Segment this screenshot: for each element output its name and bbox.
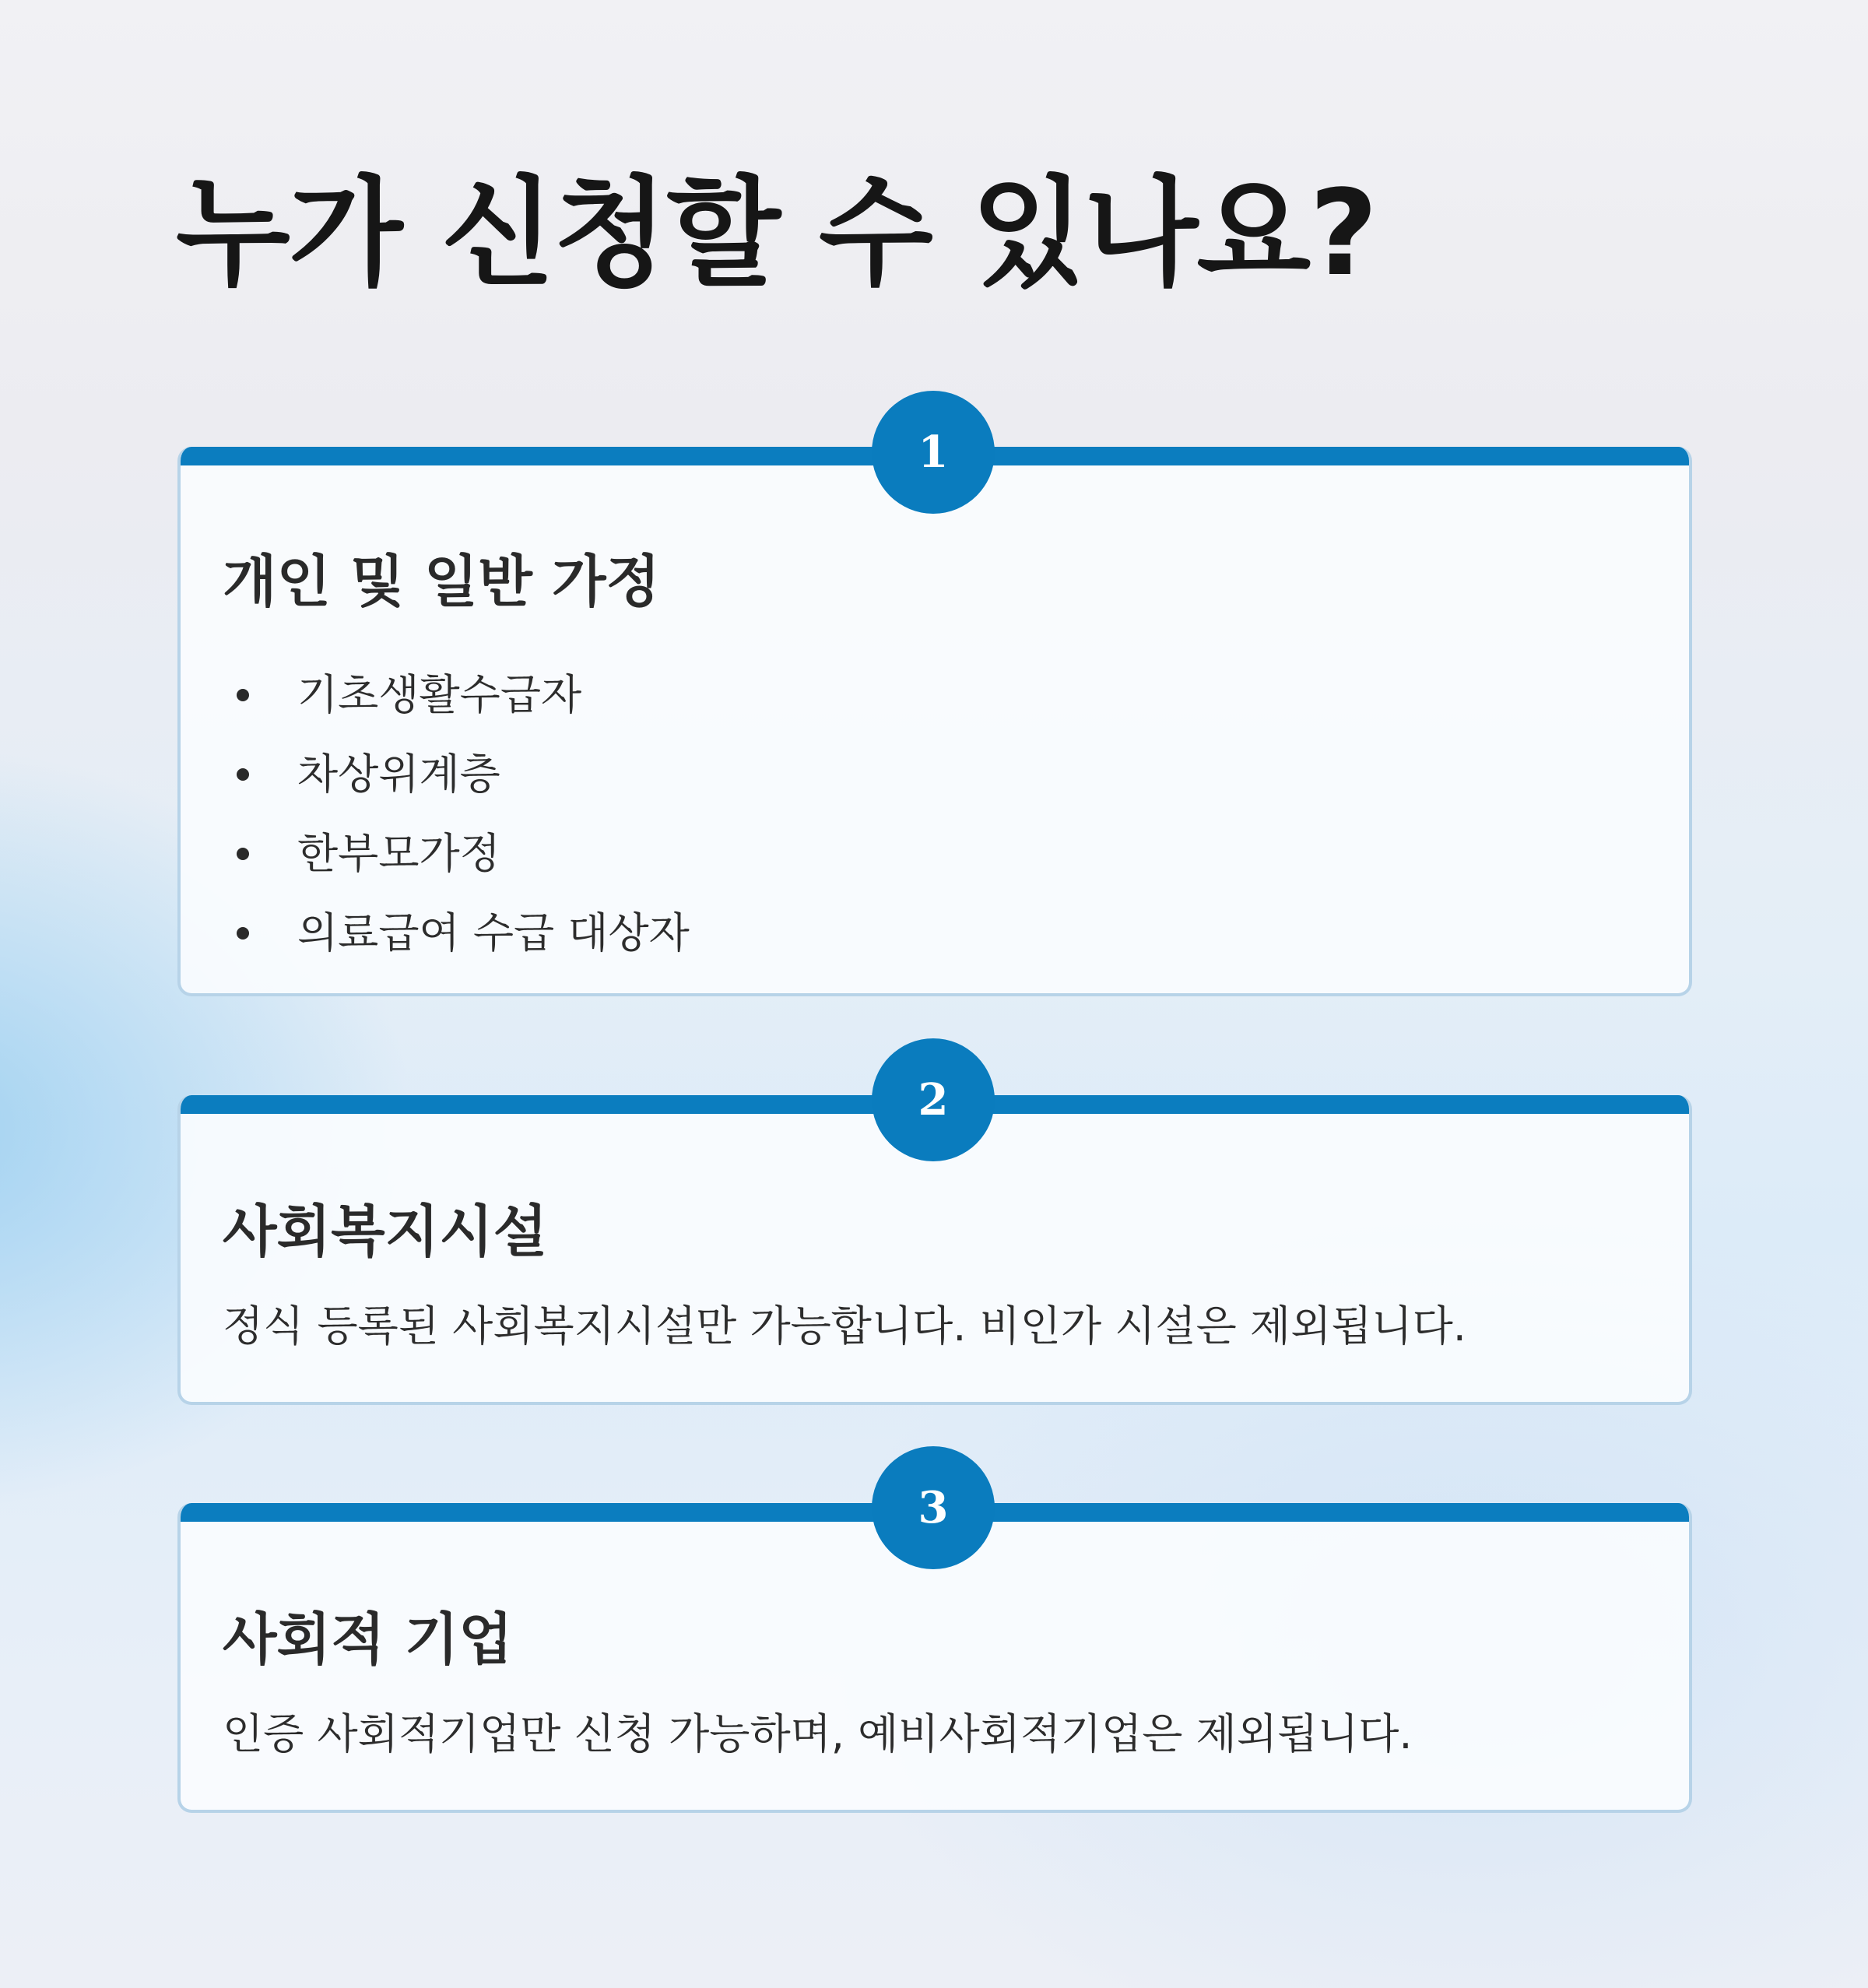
page-title: 누가 신청할 수 있나요? — [176, 164, 1377, 302]
step-number-badge-3: 3 — [872, 1446, 995, 1569]
card-heading: 사회복지시설 — [223, 1199, 548, 1264]
card-heading: 사회적 기업 — [223, 1607, 513, 1672]
card-description: 정식 등록된 사회복지시설만 가능합니다. 비인가 시설은 제외됩니다. — [223, 1301, 1466, 1351]
list-item-text: 기초생활수급자 — [297, 670, 582, 719]
list-item-text: 의료급여 수급 대상자 — [297, 908, 690, 957]
eligibility-card-individuals — [177, 447, 1692, 996]
list-item — [223, 735, 690, 814]
card-description: 인증 사회적기업만 신청 가능하며, 예비사회적기업은 제외됩니다. — [223, 1709, 1413, 1758]
eligibility-list — [223, 655, 690, 973]
list-item — [223, 894, 690, 973]
bullet-icon — [237, 689, 249, 701]
bullet-icon — [237, 927, 249, 940]
bullet-icon — [237, 848, 249, 860]
step-number-badge-1: 1 — [872, 391, 995, 514]
list-item-text: 차상위계층 — [297, 750, 500, 799]
bullet-icon — [237, 768, 249, 781]
list-item — [223, 814, 690, 894]
step-number-badge-2: 2 — [872, 1038, 995, 1161]
list-item-text: 한부모가정 — [297, 829, 500, 878]
list-item — [223, 655, 690, 735]
card-heading: 개인 및 일반 가정 — [223, 549, 661, 614]
